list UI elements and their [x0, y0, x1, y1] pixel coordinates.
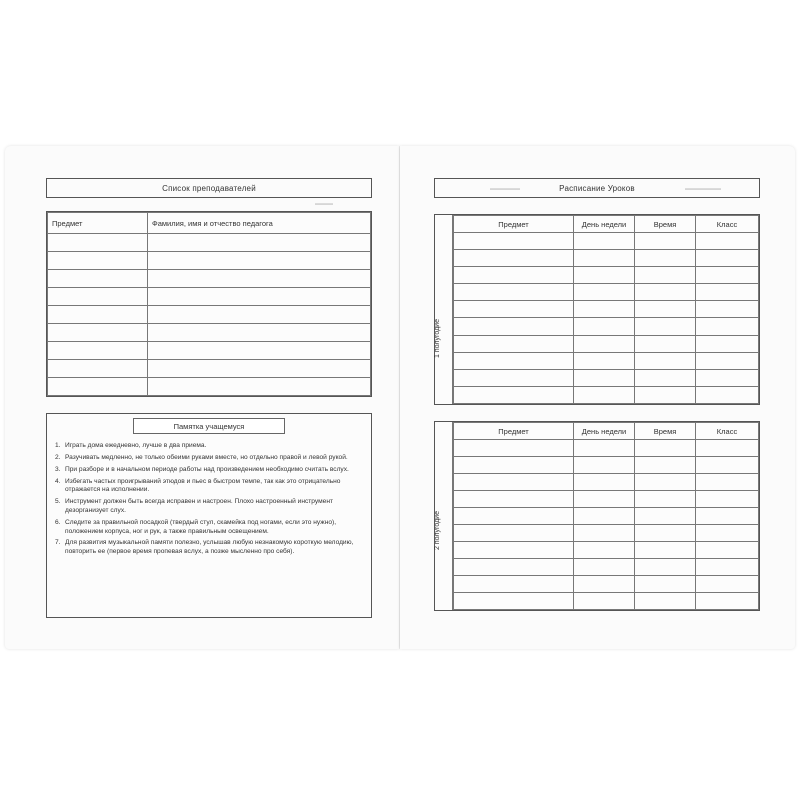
memo-item [55, 519, 363, 536]
memo-list [55, 442, 363, 560]
memo-item-text: Инструмент должен быть всегда исправен и настроен. Плохо настроенный инструмент дезорганизует слух. [65, 498, 333, 514]
table-row[interactable] [454, 369, 759, 386]
teachers-title-text: Список преподавателей [162, 183, 256, 193]
memo-item-number: 3. [55, 465, 61, 473]
table-row[interactable] [454, 386, 759, 403]
memo-item [55, 454, 363, 463]
table-row[interactable] [454, 593, 759, 610]
col-teacher-name: Фамилия, имя и отчество педагога [148, 213, 371, 234]
table-row[interactable] [48, 234, 371, 252]
memo-item-text: Для развития музыкальной памяти полезно, услышав любую незнакомую короткую мелодию, повторить ее (первое время пропевая вслух, а позже мысленно про себя). [65, 539, 354, 556]
col-class: Класс [696, 216, 759, 233]
semester-2-box [434, 421, 760, 611]
memo-item-text: Играть дома ежедневно, лучше в два приема. [65, 442, 207, 449]
col-weekday: День недели [574, 216, 635, 233]
table-row[interactable] [48, 288, 371, 306]
table-row[interactable] [48, 360, 371, 378]
table-row[interactable] [48, 306, 371, 324]
table-row[interactable] [48, 252, 371, 270]
table-row[interactable] [454, 457, 759, 474]
col-subject: Предмет [48, 213, 148, 234]
memo-box [46, 413, 372, 618]
semester-1-label-cell [435, 215, 453, 404]
memo-item-number: 7. [55, 539, 61, 547]
memo-item-text: Избегать частых проигрываний этюдов и пьес в быстром темпе, так как это отрицательно отражается на исполнении. [65, 477, 341, 494]
memo-title-text: Памятка учащемуся [173, 421, 245, 431]
table-row[interactable] [454, 559, 759, 576]
table-row[interactable] [454, 474, 759, 491]
memo-item-text: При разборе и в начальном периоде работы над произведением необходимо считать вслух. [65, 465, 349, 473]
memo-item [55, 478, 363, 495]
col-weekday: День недели [574, 423, 635, 440]
semester-1-box [434, 214, 760, 405]
memo-item-text: Следите за правильной посадкой (твердый стул, скамейка под ногами, если это нужно), положением корпуса, ног и рук, а также правильным освещением. [65, 518, 337, 535]
table-row[interactable] [48, 378, 371, 396]
memo-item-number: 4. [55, 477, 61, 485]
table-row[interactable] [454, 525, 759, 542]
table-row[interactable] [454, 267, 759, 284]
table-row[interactable] [48, 270, 371, 288]
show-through: ▬▬▬ [315, 201, 333, 207]
memo-item-number: 6. [55, 518, 61, 526]
table-row[interactable] [454, 576, 759, 593]
semester-2-label: 2 полугодие [433, 511, 441, 550]
teachers-table-box [46, 211, 372, 397]
show-through: ▬▬▬▬▬▬ [685, 186, 721, 192]
left-page [5, 146, 399, 649]
memo-item-number: 1. [55, 442, 61, 449]
teachers-table [47, 212, 371, 396]
table-row[interactable] [454, 352, 759, 369]
col-time: Время [635, 423, 696, 440]
col-subject: Предмет [454, 216, 574, 233]
table-row[interactable] [454, 335, 759, 352]
schedule-table-2 [453, 422, 759, 610]
col-class: Класс [696, 423, 759, 440]
col-time: Время [635, 216, 696, 233]
table-row[interactable] [454, 542, 759, 559]
schedule-title [434, 178, 760, 198]
semester-1-label: 1 полугодие [433, 319, 441, 358]
table-row[interactable] [454, 284, 759, 301]
right-page [400, 146, 795, 649]
memo-item-number: 2. [55, 453, 61, 461]
table-row[interactable] [454, 508, 759, 525]
table-row[interactable] [454, 250, 759, 267]
table-row[interactable] [454, 301, 759, 318]
memo-item [55, 539, 363, 556]
memo-item-text: Разучивать медленно, не только обеими руками вместе, но отдельно правой и левой рукой. [65, 453, 348, 461]
semester-2-label-cell [435, 422, 453, 610]
col-subject: Предмет [454, 423, 574, 440]
memo-item [55, 498, 363, 515]
show-through: ▬▬▬▬▬ [490, 186, 520, 192]
table-row[interactable] [48, 324, 371, 342]
memo-item-number: 5. [55, 498, 61, 506]
memo-item [55, 466, 363, 475]
memo-title [133, 418, 285, 434]
memo-item [55, 442, 363, 451]
schedule-title-text: Расписание Уроков [559, 183, 635, 193]
table-row[interactable] [48, 342, 371, 360]
schedule-table-1 [453, 215, 759, 404]
table-row[interactable] [454, 491, 759, 508]
table-row[interactable] [454, 233, 759, 250]
teachers-title [46, 178, 372, 198]
table-row[interactable] [454, 440, 759, 457]
table-row[interactable] [454, 318, 759, 335]
